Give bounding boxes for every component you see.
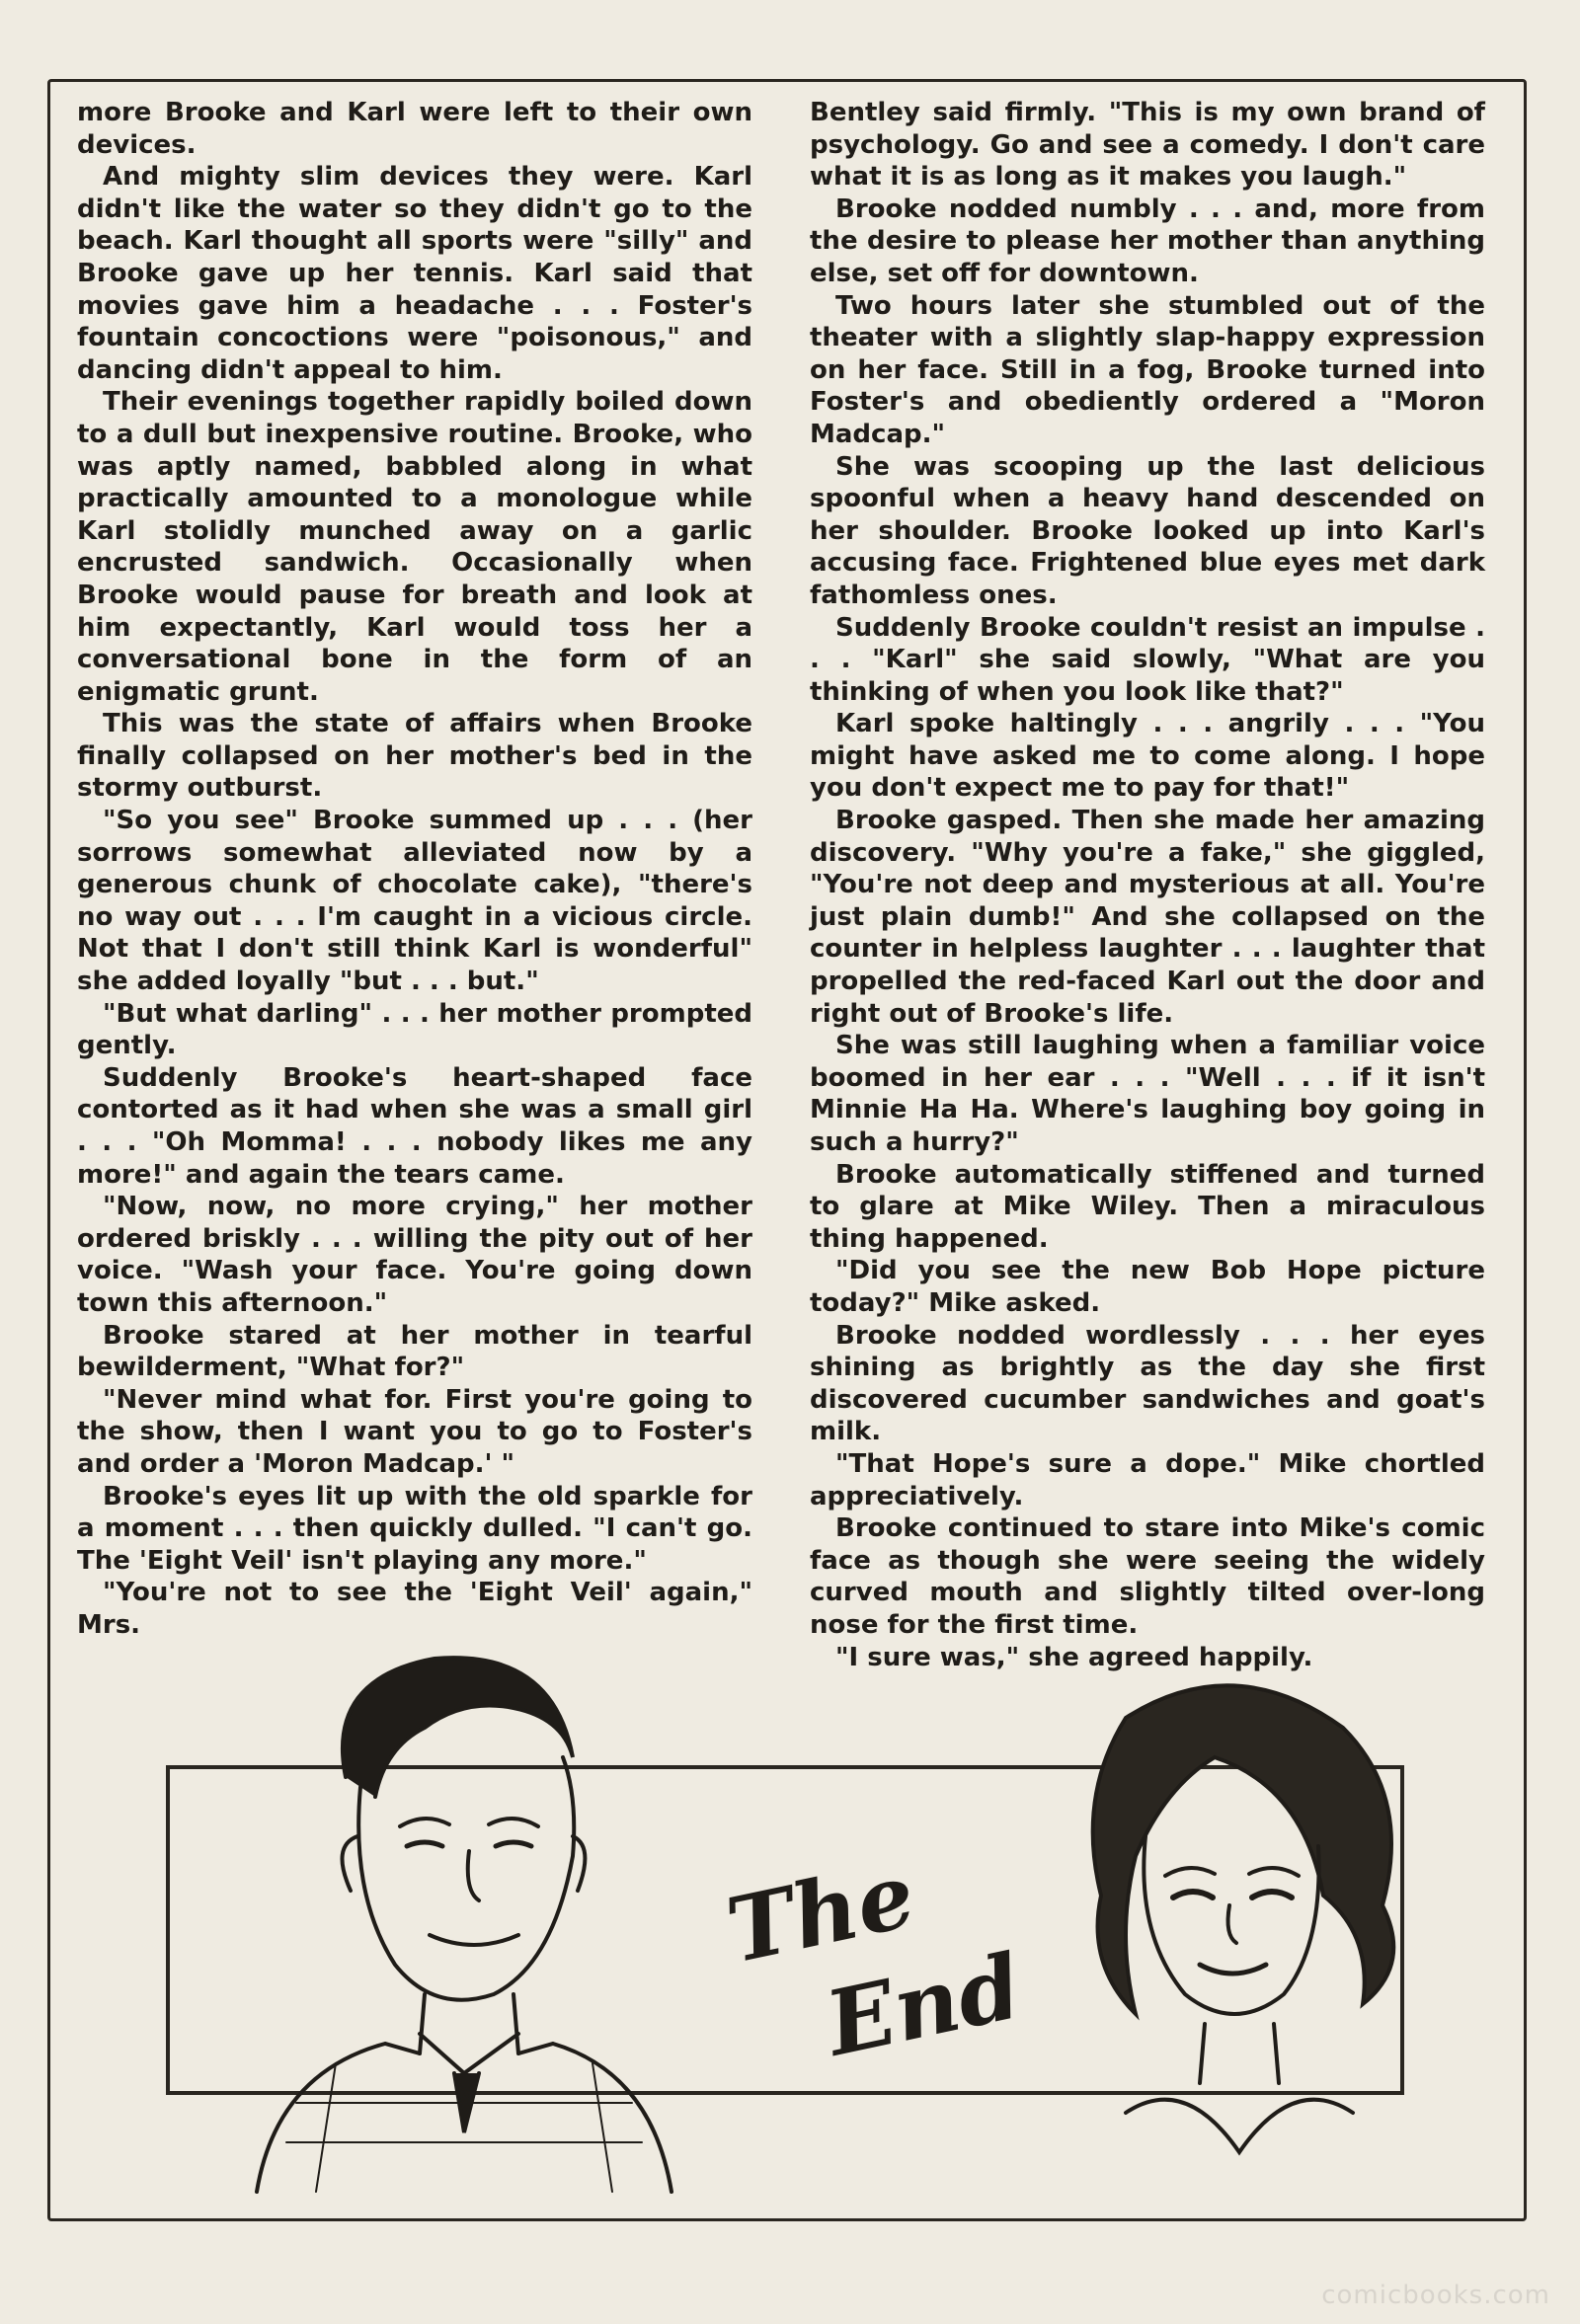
paragraph: This was the state of affairs when Brooke finally collapsed on her mother's bed in the stormy outburst.: [77, 709, 752, 804]
paragraph: Brooke stared at her mother in tearful bewilderment, "What for?": [77, 1320, 752, 1383]
paragraph: "Never mind what for. First you're going to the show, then I want you to go to Foster's and order a 'Moron Madcap.' ": [77, 1384, 752, 1479]
site-watermark: comicbooks.com: [1321, 2281, 1550, 2310]
paragraph: Two hours later she stumbled out of the theater with a slightly slap-happy expression on her face. Still in a fog, Brooke turned into Foster's and obediently ordered a "Moron Madcap.": [810, 290, 1485, 449]
paragraph: "Did you see the new Bob Hope picture today?" Mike asked.: [810, 1256, 1485, 1318]
paragraph: "That Hope's sure a dope." Mike chortled appreciatively.: [810, 1448, 1485, 1511]
paragraph: Karl spoke haltingly . . . angrily . . . "You might have asked me to come along. I hope you don't expect me to pay for that!": [810, 709, 1485, 804]
paragraph: And mighty slim devices they were. Karl didn't like the water so they didn't go to the beach. Karl thought all sports were "silly" and Brooke gave up her tennis. Karl said that movies gave him a headache . . . Foster's fountain concoctions were "poisonous," and dancing didn't appeal to him.: [77, 162, 752, 385]
paragraph: "You're not to see the 'Eight Veil' again," Mrs.: [77, 1578, 752, 1640]
woman-portrait: [1093, 1685, 1394, 2152]
left-text-column: [77, 97, 752, 1642]
paragraph: more Brooke and Karl were left to their own devices.: [77, 98, 752, 160]
the-end-illustration: [138, 1639, 1481, 2211]
paragraph: Brooke gasped. Then she made her amazing discovery. "Why you're a fake," she giggled, "You're not deep and mysterious at all. You're just plain dumb!" And she collapsed on the counter in helpless laughter . . . laughter that propelled the red-faced Karl out the door and right out of Brooke's life.: [810, 806, 1485, 1029]
man-portrait: [257, 1658, 672, 2192]
paragraph: Brooke continued to stare into Mike's comic face as though she were seeing the widely curved mouth and slightly tilted over-long nose for the first time.: [810, 1513, 1485, 1640]
paragraph: Brooke automatically stiffened and turned to glare at Mike Wiley. Then a miraculous thing happened.: [810, 1159, 1485, 1254]
paragraph: "Now, now, no more crying," her mother ordered briskly . . . willing the pity out of her voice. "Wash your face. You're going down town this afternoon.": [77, 1192, 752, 1318]
paragraph: "I sure was," she agreed happily.: [835, 1642, 1313, 1672]
paragraph: "But what darling" . . . her mother prompted gently.: [77, 998, 752, 1061]
the-end-lettering: [719, 1842, 1030, 2077]
paragraph: She was still laughing when a familiar voice boomed in her ear . . . "Well . . . if it isn't Minnie Ha Ha. Where's laughing boy going in such a hurry?": [810, 1031, 1485, 1157]
paragraph: Their evenings together rapidly boiled down to a dull but inexpensive routine. Brooke, who was aptly named, babbled along in what practically amounted to a monologue while Karl stolidly munched away on a garlic encrusted sandwich. Occasionally when Brooke would pause for breath and look at him expectantly, Karl would toss her a conversational bone in the form of an enigmatic grunt.: [77, 387, 752, 707]
paragraph: She was scooping up the last delicious spoonful when a heavy hand descended on her shoulder. Brooke looked up into Karl's accusing face. Frightened blue eyes met dark fathomless ones.: [810, 451, 1485, 610]
paragraph: Suddenly Brooke's heart-shaped face contorted as it had when she was a small girl . . . "Oh Momma! . . . nobody likes me any more!" and again the tears came.: [77, 1062, 752, 1190]
end-title-end: End: [818, 1933, 1030, 2077]
end-title-the: The: [718, 1842, 924, 1984]
right-text-column: [810, 97, 1485, 1673]
paragraph: Brooke nodded numbly . . . and, more from the desire to please her mother than anything else, set off for downtown.: [810, 194, 1485, 288]
paragraph: Bentley said firmly. "This is my own brand of psychology. Go and see a comedy. I don't care what it is as long as it makes you laugh.": [810, 98, 1485, 193]
paragraph: "So you see" Brooke summed up . . . (her sorrows somewhat alleviated now by a generous chunk of chocolate cake), "there's no way out . . . I'm caught in a vicious circle. Not that I don't still think Karl is wonderful" she added loyally "but . . . but.": [77, 806, 752, 997]
paragraph: Brooke's eyes lit up with the old sparkle for a moment . . . then quickly dulled. "I can't go. The 'Eight Veil' isn't playing any more.": [77, 1481, 752, 1576]
paragraph: Suddenly Brooke couldn't resist an impulse . . . "Karl" she said slowly, "What are you thinking of when you look like that?": [810, 612, 1485, 707]
paragraph: Brooke nodded wordlessly . . . her eyes shining as brightly as the day she first discovered cucumber sandwiches and goat's milk.: [810, 1320, 1485, 1447]
